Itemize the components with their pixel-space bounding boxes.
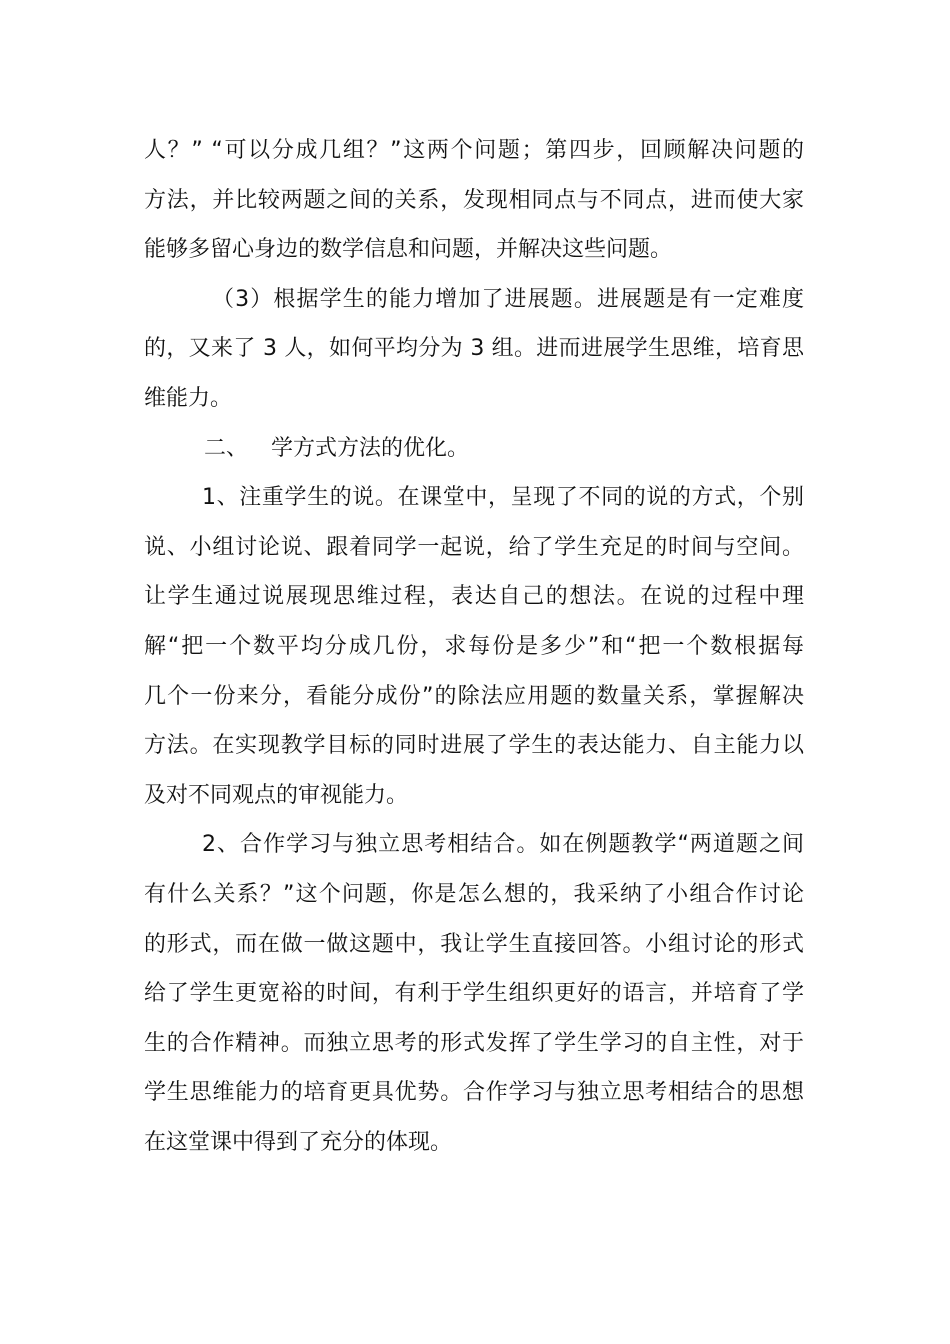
- text-line-20: 学生思维能力的培育更具优势。合作学习与独立思考相结合的思想: [144, 1080, 804, 1106]
- text-line-11: 解“把一个数平均分成几份，求每份是多少”和“把一个数根据每: [144, 633, 804, 659]
- text-line-19: 生的合作精神。而独立思考的形式发挥了学生学习的自主性，对于: [144, 1030, 804, 1056]
- text-line-14: 及对不同观点的审视能力。: [144, 782, 409, 808]
- text-line-2: 方法，并比较两题之间的关系，发现相同点与不同点，进而使大家: [144, 187, 804, 213]
- text-line-12: 几个一份来分，看能分成份”的除法应用题的数量关系，掌握解决: [144, 683, 804, 709]
- text-line-4: （3）根据学生的能力增加了进展题。进展题是有一定难度: [212, 286, 804, 312]
- section-heading: 二、 学方式方法的优化。: [204, 435, 469, 461]
- document-body: [144, 126, 804, 1167]
- text-line-18: 给了学生更宽裕的时间，有利于学生组织更好的语言，并培育了学: [144, 981, 804, 1007]
- text-line-21: 在这堂课中得到了充分的体现。: [144, 1129, 453, 1155]
- text-line-10: 让学生通过说展现思维过程，表达自己的想法。在说的过程中理: [144, 584, 804, 610]
- text-line-16: 有什么关系？”这个问题，你是怎么想的，我采纳了小组合作讨论: [144, 881, 804, 907]
- text-line-3: 能够多留心身边的数学信息和问题，并解决这些问题。: [144, 237, 673, 263]
- text-line-1: 人？” “可以分成几组？”这两个问题；第四步，回顾解决问题的: [144, 138, 804, 163]
- text-line-13: 方法。在实现教学目标的同时进展了学生的表达能力、自主能力以: [144, 733, 804, 759]
- text-line-15: 2、合作学习与独立思考相结合。如在例题教学“两道题之间: [202, 832, 804, 858]
- text-line-6: 维能力。: [144, 385, 233, 411]
- text-line-9: 说、小组讨论说、跟着同学一起说，给了学生充足的时间与空间。: [144, 534, 804, 560]
- text-line-17: 的形式，而在做一做这题中，我让学生直接回答。小组讨论的形式: [144, 931, 804, 957]
- text-line-5: 的，又来了 3 人，如何平均分为 3 组。进而进展学生思维，培育思: [144, 336, 804, 362]
- text-line-8: 1、注重学生的说。在课堂中，呈现了不同的说的方式，个别: [202, 485, 804, 511]
